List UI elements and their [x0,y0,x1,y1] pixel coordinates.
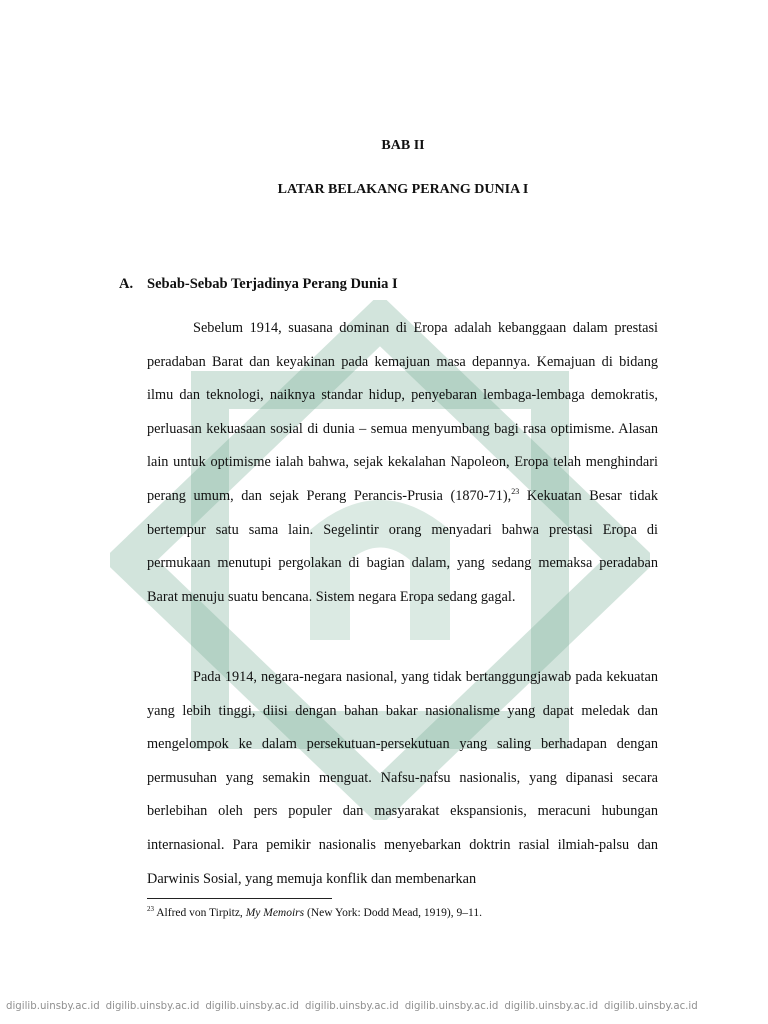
chapter-title: LATAR BELAKANG PERANG DUNIA I [277,182,529,197]
footnote-number: 23 [147,905,154,914]
footnote-details: (New York: Dodd Mead, 1919), 9–11. [304,907,482,919]
paragraph-2: Pada 1914, negara-negara nasional, yang tidak bertanggungjawab pada kekuatan yang lebih tinggi, diisi dengan bahan bakar nasionalisme yang dapat meledak dan mengelompok ke dalam persekutuan-persekutuan yang saling berhadapan dengan permusuhan yang semakin menguat. Nafsu-nafsu nasionalis, yang dipanasi secara berlebihan oleh pers populer dan masyarakat ekspansionis, meracuni hubungan internasional. Para pemikir nasionalis menyebarkan doktrin rasial ilmiah-palsu dan Darwinis Sosial, yang memuja konflik dan membenarkan [147,669,658,887]
footer-link[interactable]: digilib.uinsby.ac.id [404,1001,499,1012]
footnote-author: Alfred von Tirpitz, [154,907,246,919]
footnote-ref[interactable]: 23 [511,487,520,497]
section-heading [119,275,398,293]
footnote [147,905,482,921]
footer-link[interactable]: digilib.uinsby.ac.id [604,1001,698,1012]
paragraph-1-text: Sebelum 1914, suasana dominan di Eropa adalah kebanggaan dalam prestasi peradaban Barat dan keyakinan pada kemajuan masa depannya. Kemajuan di bidang ilmu dan teknologi, naiknya standar hidup, penyebaran lembaga-lembaga demokratis, perluasan kekuasaan sosial di dunia – semua menyumbang bagi rasa optimisme. Alasan lain untuk optimisme ialah bahwa, sejak kekalahan Napoleon, Eropa telah menghindari perang umum, dan sejak Perang Perancis-Prusia (1870-71), [147,320,658,504]
footer-link[interactable]: digilib.uinsby.ac.id [105,1001,200,1012]
paragraph-1-text-continued: Kekuatan Besar tidak bertempur satu sama lain. Segelintir orang menyadari bahwa prestasi Eropa di permukaan menutupi pergolakan di bagian dalam, yang sedang memaksa peradaban Barat menuju suatu bencana. Sistem negara Eropa sedang gagal. [147,487,659,605]
repository-footer [0,997,768,1017]
footer-link[interactable]: digilib.uinsby.ac.id [205,1001,300,1012]
section-title: Sebab-Sebab Terjadinya Perang Dunia I [147,276,398,292]
footnote-work: My Memoirs [245,907,305,919]
section-marker: A. [119,276,134,292]
chapter-number: BAB II [381,138,425,153]
footer-link[interactable]: digilib.uinsby.ac.id [305,1001,399,1012]
paragraph-1 [147,312,658,614]
footer-link[interactable]: digilib.uinsby.ac.id [504,1001,599,1012]
footer-link[interactable]: digilib.uinsby.ac.id [6,1001,100,1012]
footnote-divider [147,898,332,899]
